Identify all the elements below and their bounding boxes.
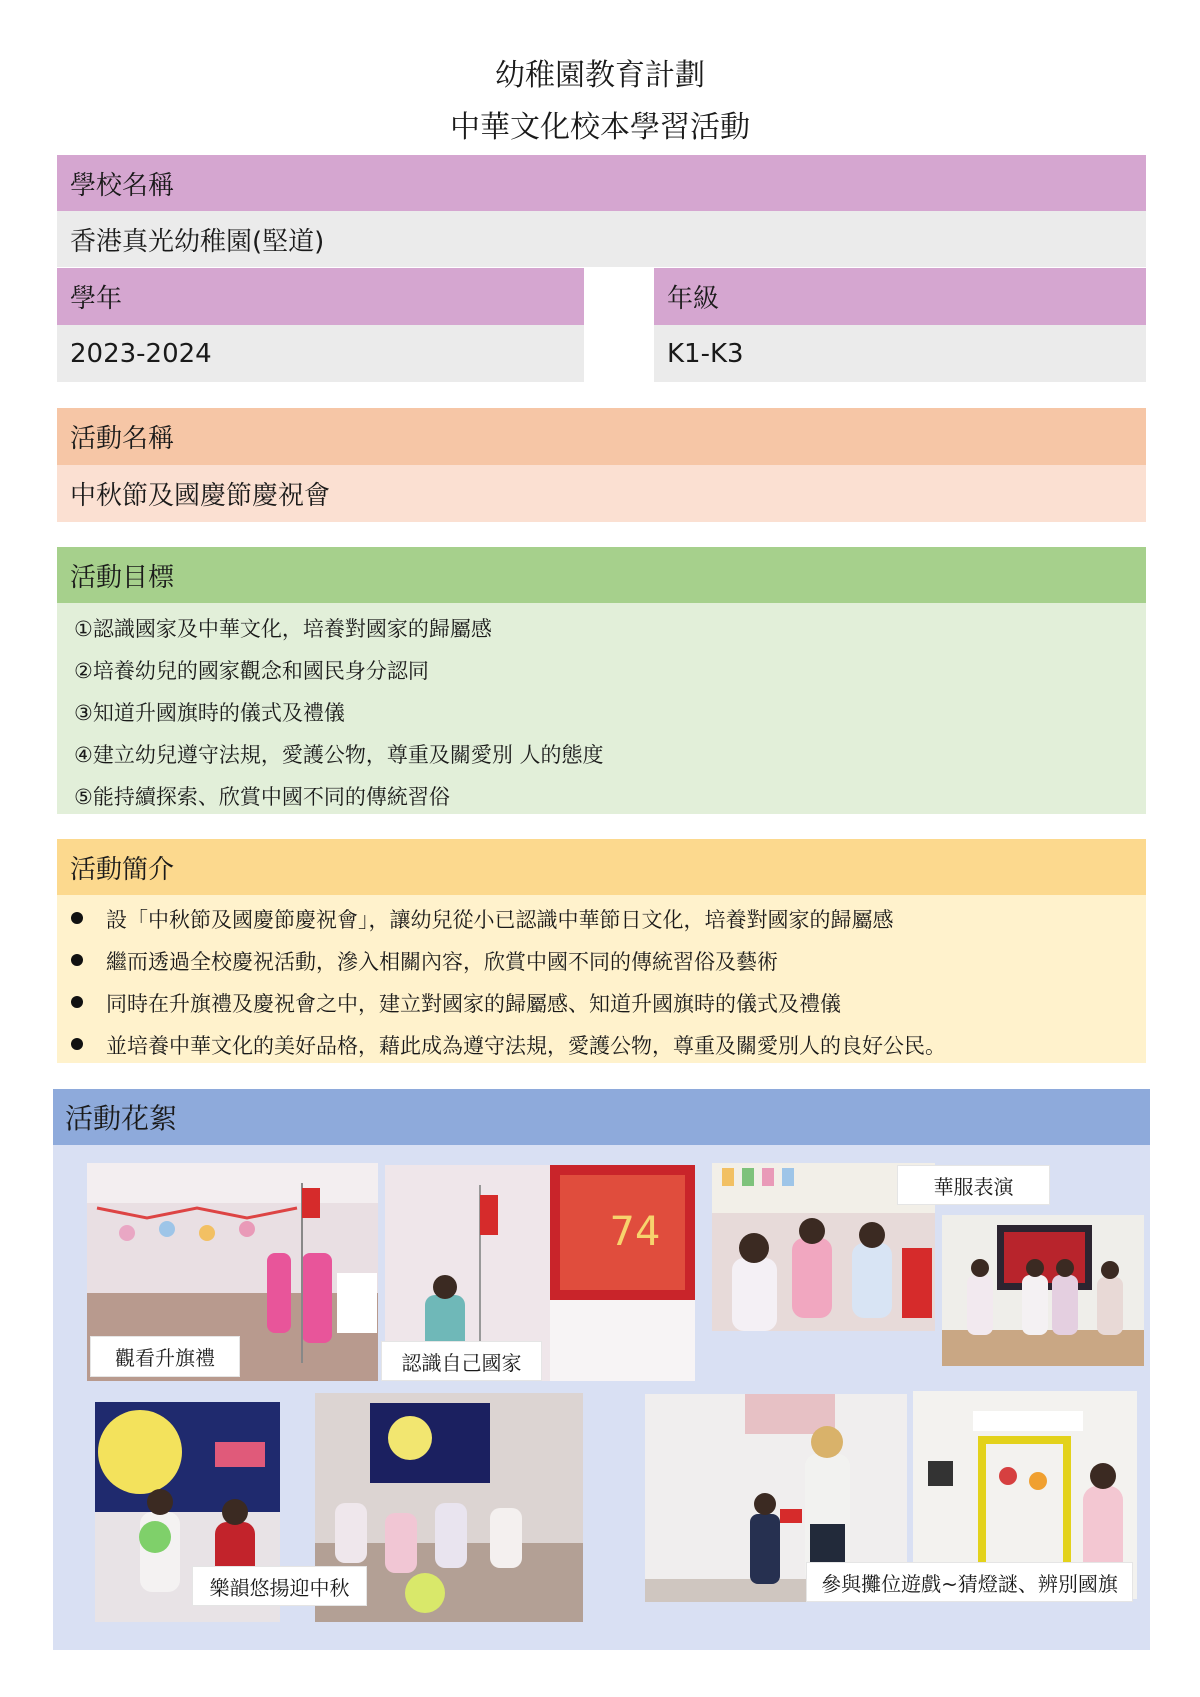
goal-item: ①認識國家及中華文化，培養對國家的歸屬感 [74,617,492,641]
school-label: 學校名稱 [57,155,1146,211]
goal-item: ③知道升國旗時的儀式及禮儀 [74,701,345,725]
caption-know-country: 認識自己國家 [381,1341,542,1381]
bullet-dot [71,1038,83,1050]
intro-label: 活動簡介 [57,839,1146,895]
intro-item: 並培養中華文化的美好品格，藉此成為遵守法規，愛護公物，尊重及關愛別人的良好公民。 [106,1034,946,1058]
goal-item: ④建立幼兒遵守法規，愛護公物，尊重及關愛別 人的態度 [74,743,604,767]
goal-item: ⑤能持續探索、欣賞中國不同的傳統習俗 [74,785,450,809]
page-title: 幼稚園教育計劃 [495,58,705,93]
grade-label: 年級 [654,268,1146,325]
bullet-dot [71,996,83,1008]
intro-item: 設「中秋節及國慶節慶祝會」，讓幼兒從小已認識中華節日文化，培養對國家的歸屬感 [106,908,894,932]
goal-item: ②培養幼兒的國家觀念和國民身分認同 [74,659,429,683]
caption-lantern-festival: 樂韻悠揚迎中秋 [192,1566,367,1606]
gallery-label: 活動花絮 [53,1089,1150,1145]
year-label: 學年 [57,268,584,325]
page-subtitle: 中華文化校本學習活動 [450,110,750,145]
photo-costume-show-2 [942,1215,1144,1366]
school-value: 香港真光幼稚園(堅道) [57,211,1146,267]
caption-flag-raising: 觀看升旗禮 [90,1336,240,1377]
caption-game-booth: 參與攤位遊戲~猜燈謎、辨別國旗 [806,1562,1133,1602]
bullet-dot [71,954,83,966]
activity-value: 中秋節及國慶節慶祝會 [57,465,1146,522]
activity-label: 活動名稱 [57,408,1146,465]
grade-value: K1-K3 [654,325,1146,382]
goals-label: 活動目標 [57,547,1146,603]
intro-item: 繼而透過全校慶祝活動，滲入相關內容，欣賞中國不同的傳統習俗及藝術 [106,950,778,974]
svg-text:74: 74 [609,1209,661,1255]
bullet-dot [71,912,83,924]
caption-costume-show: 華服表演 [897,1165,1050,1205]
year-value: 2023-2024 [57,325,584,382]
intro-item: 同時在升旗禮及慶祝會之中，建立對國家的歸屬感、知道升國旗時的儀式及禮儀 [106,992,841,1016]
